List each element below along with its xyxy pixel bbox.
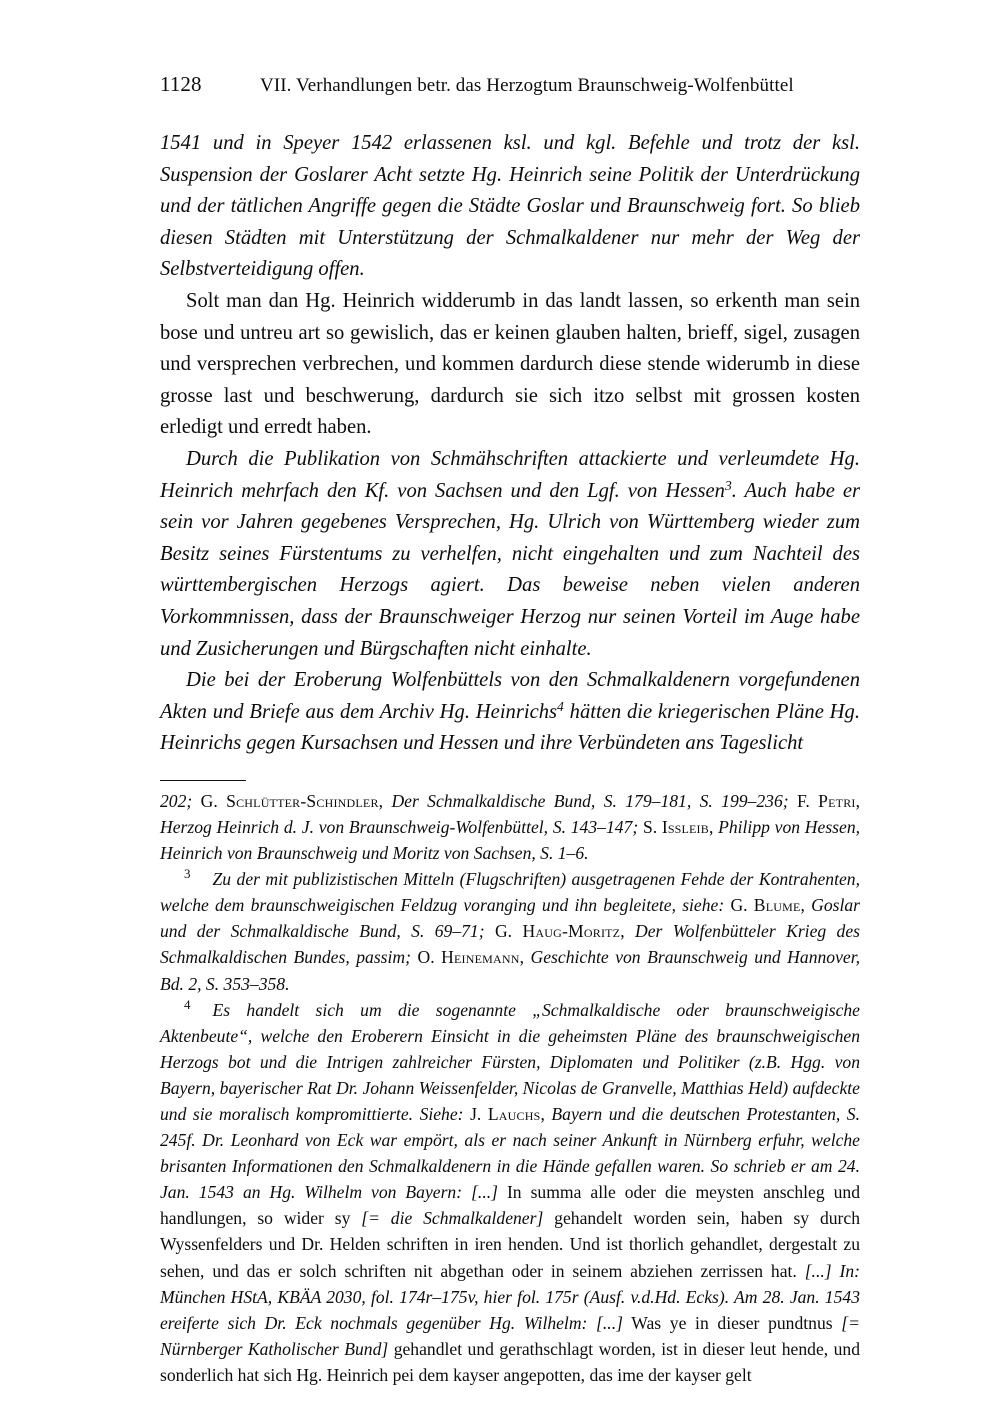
footnote-3 [160, 866, 860, 996]
footnote-3-author2-initial: G. [484, 921, 523, 942]
footnote-4-source-a: [...] In: München HStA, KBÄA 2030, fol. 174r–175v, hier fol. 175r (Ausf. v.d.Hd. Ecks). Am 28. Jan. 1543 ereiferte sich Dr. Eck nochmals gegenüber Hg. Wilhelm: [...] [160, 1260, 860, 1333]
footnote-3-number: 3 [184, 866, 191, 881]
footnote-3-author3-name: Heinemann [441, 947, 520, 968]
running-title: VII. Verhandlungen betr. das Herzogtum Braunschweig-Wolfenbüttel [260, 75, 794, 96]
footnote-4-sep1: , [540, 1104, 552, 1124]
footnote-4 [160, 997, 860, 1388]
footnote-4-number: 4 [184, 996, 191, 1012]
footnote-4-gloss-b: [= Nürnberger Katholischer Bund] [160, 1312, 860, 1359]
paragraph-summary-2-text-b: . Auch habe er sein vor Jahren gegebenes Versprechen, Hg. Ulrich von Württemberg wieder zum Besitz seines Fürstentums zu verhelfen, nicht eingehalten und zum Nachteil des württembergischen Herzogs agiert. Das beweise neben vielen anderen Vorkommnissen, dass der Braunschweiger Herzog nur seinen Vorteil im Auge habe und Zusicherungen und Bürgschaften nicht einhalte. [160, 479, 860, 660]
footnote-cont-author3-initial: S. [638, 816, 662, 837]
footnote-4-text-b: Bayern und die deutschen Protestanten, S. 245f. Dr. Leonhard von Eck war empört, als er nach seiner Ankunft in Nürnberg erfuhr, welche brisanten Informationen den Schmalkaldenern in die Hände gefallen waren. So schrieb er am 24. Jan. 1543 an Hg. Wilhelm von Bayern: [...] [160, 1104, 860, 1203]
footnote-3-work1: Goslar und der Schmalkaldische Bund, S. 69–71; [160, 895, 861, 942]
footnote-3-author1-initial: G. [730, 895, 754, 916]
footnote-ref-4[interactable]: 4 [557, 698, 564, 714]
body-text [160, 128, 860, 760]
footnote-3-sep3: , [519, 947, 531, 968]
footnote-3-author2-name: Haug-Moritz [522, 921, 621, 942]
footnote-4-quote-a: In summa alle oder die meysten anschleg und handlungen, so wider sy [160, 1182, 861, 1229]
footnote-3-author3-initial: O. [410, 947, 442, 968]
footnote-ref-3[interactable]: 3 [724, 477, 732, 493]
footnote-cont-sep1: , [378, 790, 392, 811]
page-content [160, 72, 860, 1388]
footnote-cont-work2: Herzog Heinrich d. J. von Braunschweig-Wolfenbüttel, S. 143–147; [160, 816, 639, 837]
footnote-4-quote-d: gehandlet und gerathschlagt worden, ist in dieser leut hende, und sonderlich hat sich Hg. Heinrich pei dem kayser angepotten, das ime der kayser gelt [160, 1338, 861, 1385]
footnote-cont-sep3: , [708, 816, 719, 837]
footnote-4-quote-b: gehandelt worden sein, haben sy durch Wyssenfelders und Dr. Helden schriften in iren henden. Und ist thorlich gehandlet, dergestalt zu sehen, und das er solch schriften nit abgethan oder in seinem abziehen zerrissen hat. [160, 1208, 861, 1281]
footnote-3-work3: Geschichte von Braunschweig und Hannover, Bd. 2, S. 353–358. [160, 947, 860, 994]
running-head [160, 72, 860, 98]
footnote-area [160, 788, 860, 1388]
footnote-cont-pages: 202; [160, 790, 201, 811]
paragraph-summary-1: 1541 und in Speyer 1542 erlassenen ksl. und kgl. Befehle und trotz der ksl. Suspension der Goslarer Acht setzte Hg. Heinrich seine Politik der Unterdrückung und der tätlichen Angriffe gegen die Städte Goslar und Braunschweig fort. So blieb diesen Städten mit Unterstützung der Schmalkaldener nur mehr der Weg der Selbstverteidigung offen. [160, 132, 860, 281]
paragraph-summary-3-text-b: hätten die kriegerischen Pläne Hg. Heinrichs gegen Kursachsen und Hessen und ihre Verbündeten ans Tageslicht [160, 700, 860, 755]
footnote-3-sep2: , [620, 921, 636, 942]
paragraph-summary-2 [160, 444, 860, 665]
paragraph-summary-3 [160, 665, 860, 760]
footnote-cont-author1-name: Schlütter-Schindler [226, 790, 379, 811]
footnote-3-text: Zu der mit publizistischen Mitteln (Flugschriften) ausgetragenen Fehde der Kontrahenten, welche dem braunschweigischen Feldzug voranging und ihn begleitete, siehe: [160, 869, 860, 916]
footnote-cont-author2-name: Petri [818, 790, 856, 811]
paragraph-summary-3-text-a: Die bei der Eroberung Wolfenbüttels von den Schmalkaldenern vorgefundenen Akten und Briefe aus dem Archiv Hg. Heinrichs [160, 669, 860, 723]
paragraph-source-quote-1: Solt man dan Hg. Heinrich widderumb in das landt lassen, so erkenth man sein bose und untreu art so gewislich, das er keinen glauben halten, brieff, sigel, zusagen und versprechen verbrechen, und kommen dardurch diese stende widerumb in diese grosse last und beschwerung, dardurch sie sich itzo selbst mit grossen kosten erledigt und erredt haben. [160, 289, 860, 439]
footnote-3-work2: Der Wolfenbütteler Krieg des Schmalkaldischen Bundes, passim; [160, 921, 861, 968]
footnote-separator-rule [160, 780, 246, 781]
footnote-cont-work3: Philipp von Hessen, Heinrich von Braunschweig und Moritz von Sachsen, S. 1–6. [160, 816, 861, 864]
footnote-cont-author2-initial: F. [788, 790, 819, 811]
footnote-cont-work1: Der Schmalkaldische Bund, S. 179–181, S. 199–236; [391, 790, 789, 811]
footnote-3-author1-name: Blume [753, 895, 801, 916]
footnote-3-sep1: , [800, 895, 812, 916]
footnote-4-author1-initial: J. [470, 1104, 488, 1124]
footnote-cont-author1-initial: G. [200, 790, 227, 811]
footnote-4-quote-c: Was ye in dieser pundtnus [622, 1312, 842, 1333]
footnote-cont-sep2: , [855, 790, 861, 811]
footnote-4-gloss-a: [= die Schmalkaldener] [361, 1208, 544, 1229]
page-number: 1128 [160, 72, 202, 96]
footnote-continuation [160, 788, 860, 866]
footnote-cont-author3-name: Ißleib [661, 816, 709, 837]
footnote-4-text-a: Es handelt sich um die sogenannte „Schmalkaldische oder braunschweigische Aktenbeute“, welche den Eroberern Einsicht in die geheimsten Pläne des braunschweigischen Herzogs bot und die Intrigen zahlreicher Fürsten, Diplomaten und Politiker (z.B. Hgg. von Bayern, bayerischer Rat Dr. Johann Weissenfelder, Nicolas de Granvelle, Matthias Held) aufdeckte und sie moralisch kompromittierte. Siehe: [160, 999, 860, 1124]
paragraph-summary-2-text-a: Durch die Publikation von Schmähschriften attackierte und verleumdete Hg. Heinrich mehrfach den Kf. von Sachsen und den Lgf. von Hessen [160, 447, 860, 502]
footnote-4-author1-name: Lauchs [487, 1104, 541, 1124]
